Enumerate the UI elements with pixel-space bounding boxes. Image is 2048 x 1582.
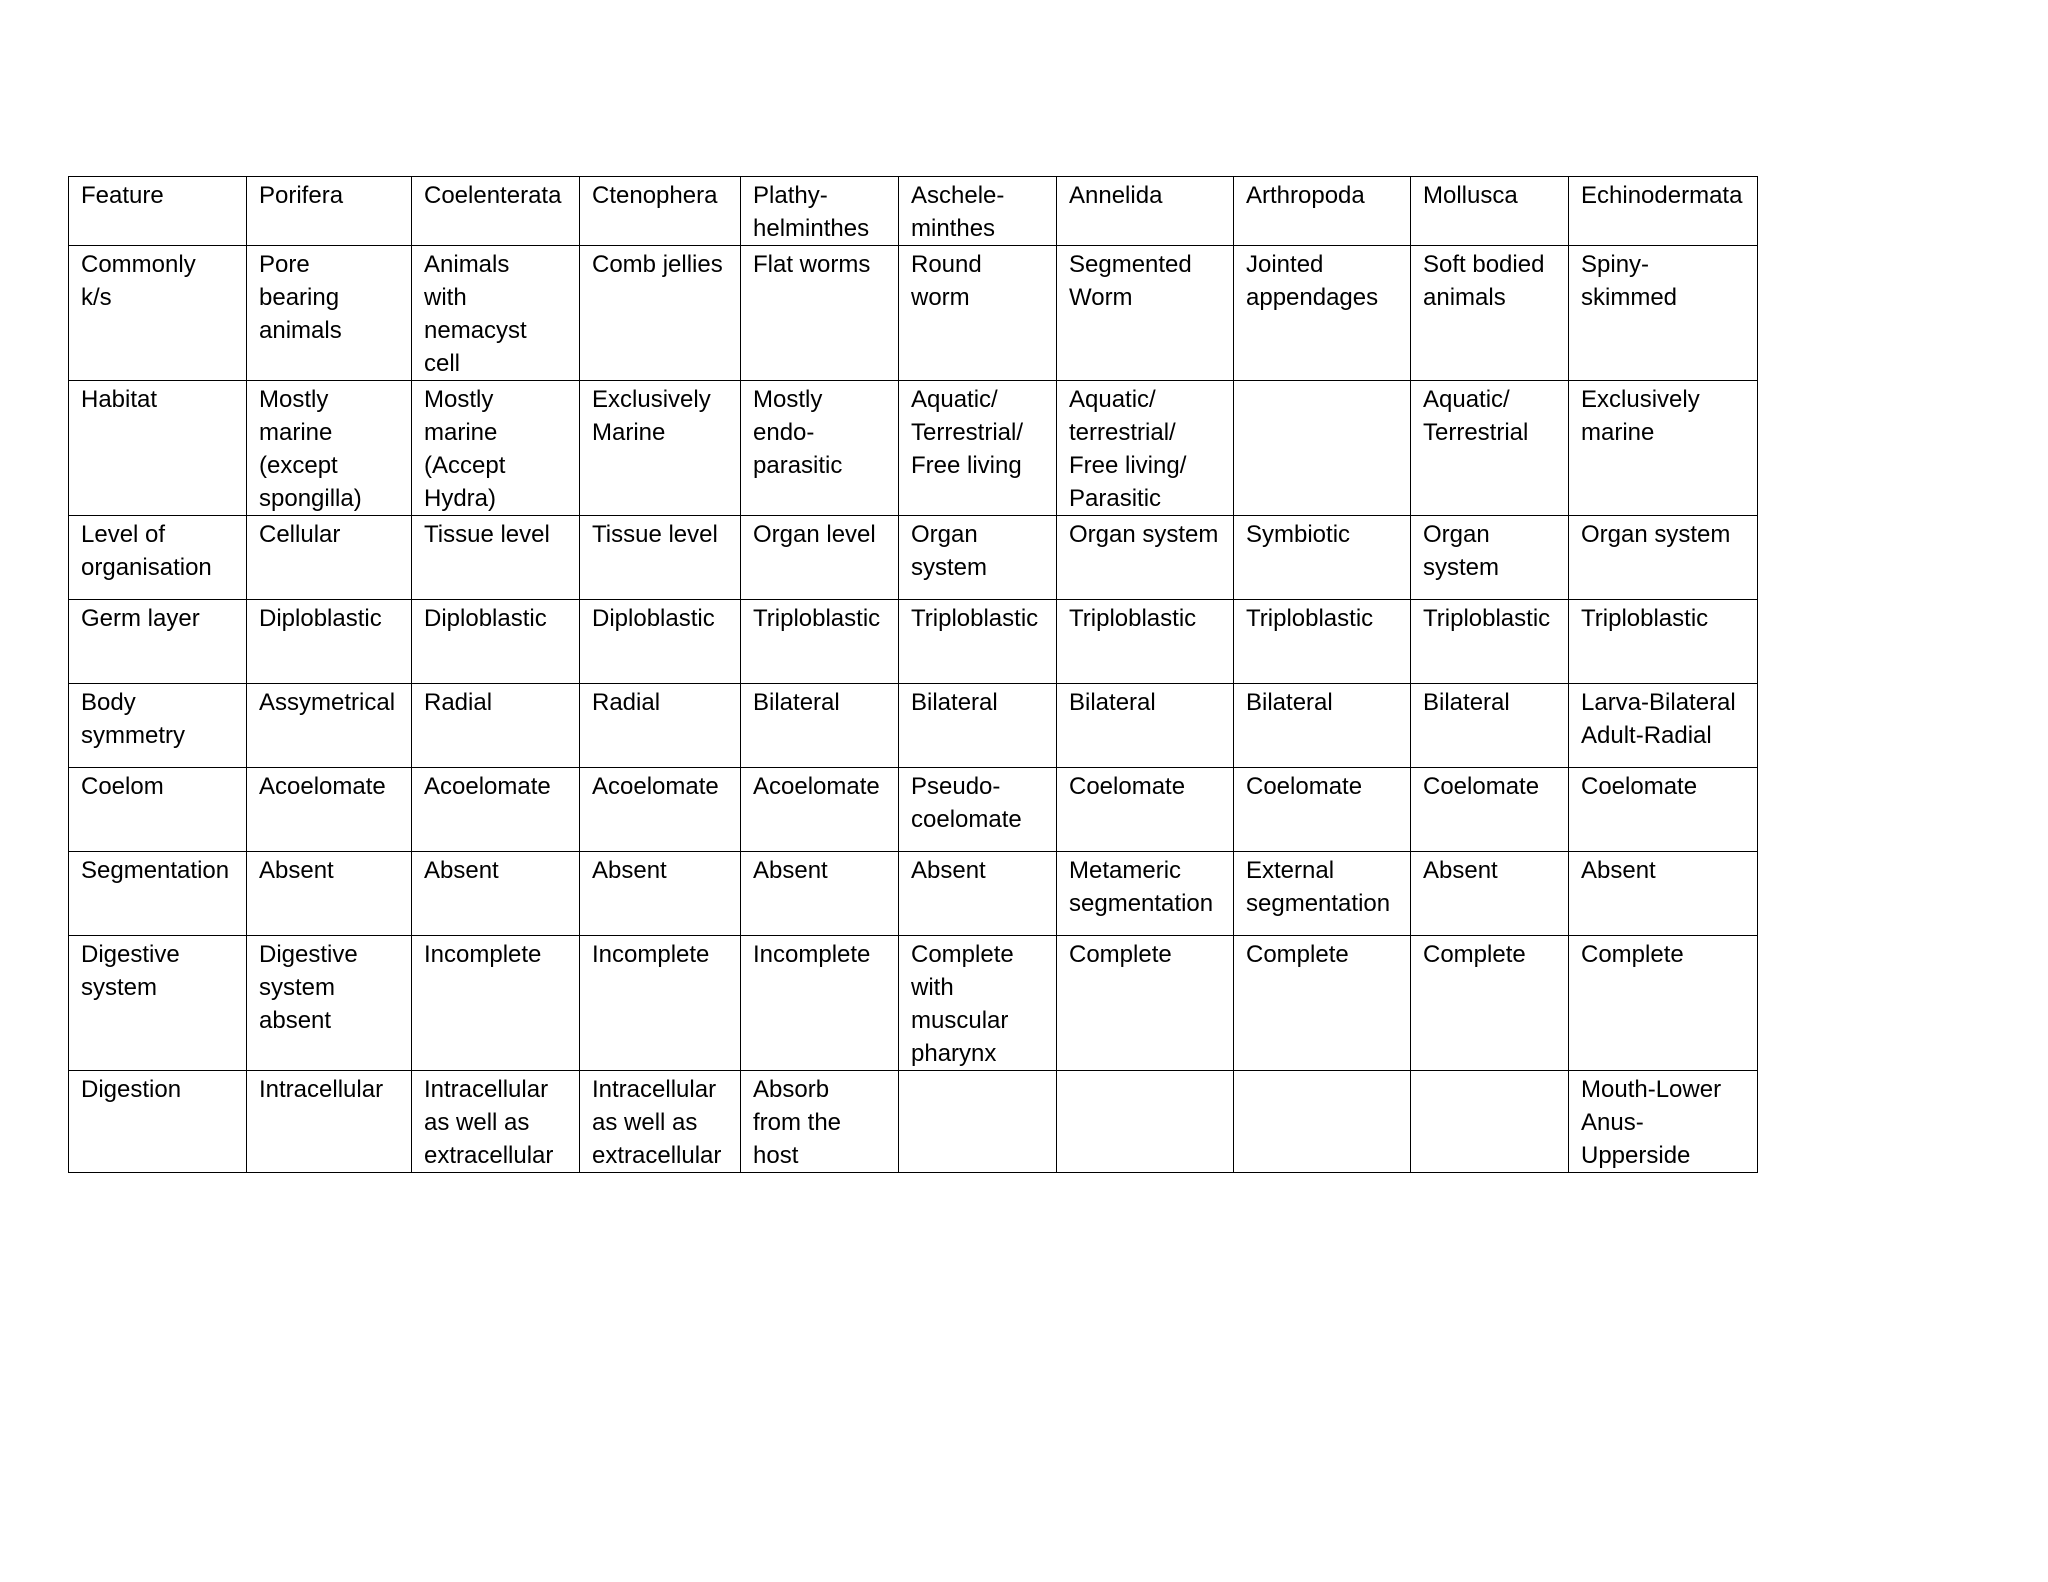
- table-cell: Mouth-Lower Anus- Upperside: [1569, 1071, 1758, 1173]
- row-label-cell: Body symmetry: [69, 684, 247, 768]
- table-row: [69, 936, 1758, 1071]
- table-cell: Triploblastic: [1057, 600, 1234, 684]
- table-cell: Radial: [412, 684, 580, 768]
- table-cell: Complete: [1411, 936, 1569, 1071]
- table-cell: Radial: [580, 684, 741, 768]
- table-cell: Acoelomate: [741, 768, 899, 852]
- table-cell: Diploblastic: [580, 600, 741, 684]
- table-cell: Exclusively Marine: [580, 381, 741, 516]
- table-cell: Animals with nemacyst cell: [412, 246, 580, 381]
- table-cell: Arthropoda: [1234, 177, 1411, 246]
- table-cell: Aquatic/ Terrestrial: [1411, 381, 1569, 516]
- table-cell: Coelomate: [1057, 768, 1234, 852]
- table-cell: Incomplete: [741, 936, 899, 1071]
- table-cell: Complete: [1234, 936, 1411, 1071]
- table-cell: Digestive system absent: [247, 936, 412, 1071]
- table-cell: Coelenterata: [412, 177, 580, 246]
- table-cell: Incomplete: [580, 936, 741, 1071]
- table-cell: [1234, 1071, 1411, 1173]
- table-row: [69, 600, 1758, 684]
- table-cell: Absent: [247, 852, 412, 936]
- table-cell: Porifera: [247, 177, 412, 246]
- table-cell: Coelomate: [1411, 768, 1569, 852]
- table-row: [69, 684, 1758, 768]
- table-cell: Complete: [1057, 936, 1234, 1071]
- table-cell: Jointed appendages: [1234, 246, 1411, 381]
- table-cell: Metameric segmentation: [1057, 852, 1234, 936]
- table-cell: Pseudo- coelomate: [899, 768, 1057, 852]
- table-cell: Plathy- helminthes: [741, 177, 899, 246]
- table-cell: Aquatic/ terrestrial/ Free living/ Parasitic: [1057, 381, 1234, 516]
- table-cell: Organ system: [1057, 516, 1234, 600]
- table-cell: Complete with muscular pharynx: [899, 936, 1057, 1071]
- table-cell: [1234, 381, 1411, 516]
- row-label-cell: Level of organisation: [69, 516, 247, 600]
- table-cell: [1057, 1071, 1234, 1173]
- table-cell: Bilateral: [1057, 684, 1234, 768]
- row-label-cell: Germ layer: [69, 600, 247, 684]
- table-cell: Triploblastic: [741, 600, 899, 684]
- table-cell: Organ system: [1569, 516, 1758, 600]
- table-cell: Absorb from the host: [741, 1071, 899, 1173]
- table-cell: Incomplete: [412, 936, 580, 1071]
- table-cell: Absent: [412, 852, 580, 936]
- row-label-cell: Feature: [69, 177, 247, 246]
- table-cell: Spiny- skimmed: [1569, 246, 1758, 381]
- phylum-comparison-table: [68, 176, 1758, 1173]
- table-cell: Intracellular as well as extracellular: [580, 1071, 741, 1173]
- table-cell: Symbiotic: [1234, 516, 1411, 600]
- table-cell: Tissue level: [412, 516, 580, 600]
- table-cell: Flat worms: [741, 246, 899, 381]
- row-label-cell: Segmentation: [69, 852, 247, 936]
- table-cell: Coelomate: [1569, 768, 1758, 852]
- table-row: [69, 768, 1758, 852]
- table-cell: Tissue level: [580, 516, 741, 600]
- table-cell: Bilateral: [741, 684, 899, 768]
- table-row: [69, 246, 1758, 381]
- table-cell: Ctenophera: [580, 177, 741, 246]
- table-cell: Aquatic/ Terrestrial/ Free living: [899, 381, 1057, 516]
- table-cell: Organ system: [899, 516, 1057, 600]
- table-cell: Triploblastic: [899, 600, 1057, 684]
- table-cell: Diploblastic: [412, 600, 580, 684]
- table-cell: Assymetrical: [247, 684, 412, 768]
- table-cell: Absent: [741, 852, 899, 936]
- table-cell: Organ system: [1411, 516, 1569, 600]
- table-row: [69, 381, 1758, 516]
- table-cell: Aschele- minthes: [899, 177, 1057, 246]
- table-cell: Echinodermata: [1569, 177, 1758, 246]
- table-cell: Intracellular: [247, 1071, 412, 1173]
- table-cell: [899, 1071, 1057, 1173]
- table-cell: Larva-Bilateral Adult-Radial: [1569, 684, 1758, 768]
- table-cell: Acoelomate: [247, 768, 412, 852]
- row-label-cell: Commonly k/s: [69, 246, 247, 381]
- table-cell: Mostly marine (Accept Hydra): [412, 381, 580, 516]
- table-cell: Absent: [899, 852, 1057, 936]
- table-cell: Bilateral: [1234, 684, 1411, 768]
- table-cell: Complete: [1569, 936, 1758, 1071]
- table-cell: Segmented Worm: [1057, 246, 1234, 381]
- table-cell: Diploblastic: [247, 600, 412, 684]
- table-row: [69, 852, 1758, 936]
- table-cell: Triploblastic: [1569, 600, 1758, 684]
- table-cell: Intracellular as well as extracellular: [412, 1071, 580, 1173]
- table-cell: Organ level: [741, 516, 899, 600]
- table-cell: Absent: [1411, 852, 1569, 936]
- row-label-cell: Habitat: [69, 381, 247, 516]
- table-cell: Mollusca: [1411, 177, 1569, 246]
- table-cell: Exclusively marine: [1569, 381, 1758, 516]
- table-cell: Triploblastic: [1234, 600, 1411, 684]
- table-cell: External segmentation: [1234, 852, 1411, 936]
- table-cell: Acoelomate: [580, 768, 741, 852]
- table-cell: [1411, 1071, 1569, 1173]
- table-cell: Round worm: [899, 246, 1057, 381]
- row-label-cell: Coelom: [69, 768, 247, 852]
- table-cell: Triploblastic: [1411, 600, 1569, 684]
- table-cell: Mostly marine (except spongilla): [247, 381, 412, 516]
- table-row: [69, 1071, 1758, 1173]
- table-cell: Comb jellies: [580, 246, 741, 381]
- table-cell: Absent: [580, 852, 741, 936]
- table-cell: Bilateral: [1411, 684, 1569, 768]
- row-label-cell: Digestive system: [69, 936, 247, 1071]
- table-cell: Pore bearing animals: [247, 246, 412, 381]
- table-header-row: [69, 177, 1758, 246]
- table-row: [69, 516, 1758, 600]
- row-label-cell: Digestion: [69, 1071, 247, 1173]
- table-cell: Cellular: [247, 516, 412, 600]
- table-cell: Annelida: [1057, 177, 1234, 246]
- table-cell: Bilateral: [899, 684, 1057, 768]
- table-cell: Acoelomate: [412, 768, 580, 852]
- table-cell: Coelomate: [1234, 768, 1411, 852]
- table-cell: Soft bodied animals: [1411, 246, 1569, 381]
- table-cell: Absent: [1569, 852, 1758, 936]
- table-cell: Mostly endo- parasitic: [741, 381, 899, 516]
